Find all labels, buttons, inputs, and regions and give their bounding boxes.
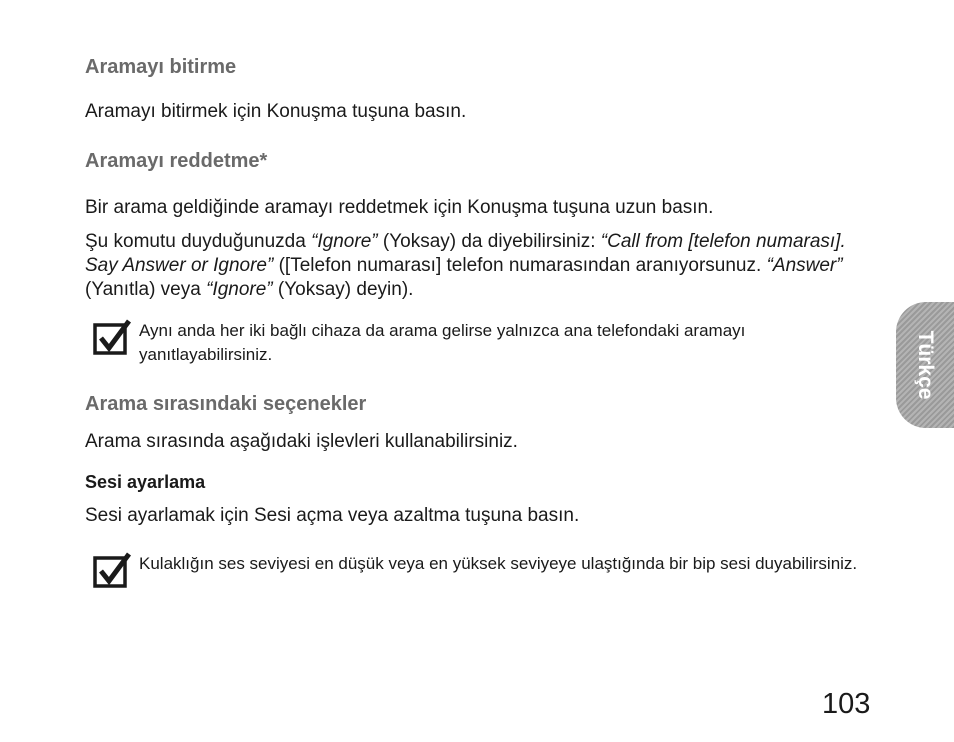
reject-call-text: Bir arama geldiğinde aramayı reddetmek için Konuşma tuşuna uzun basın.	[85, 197, 714, 218]
subheading-volume: Sesi ayarlama	[85, 472, 206, 492]
heading-reject-call: Aramayı reddetme*	[85, 150, 268, 172]
heading-end-call: Aramayı bitirme	[85, 56, 237, 78]
end-call-text: Aramayı bitirmek için Konuşma tuşuna basın.	[85, 101, 467, 122]
note-volume	[93, 552, 859, 588]
language-side-tab	[896, 302, 954, 428]
heading-call-options: Arama sırasındaki seçenekler	[85, 393, 367, 415]
reject-call-command-text: Şu komutu duyduğunuzda “Ignore” (Yoksay) da diyebilirsiniz: “Call from [telefon numarası]. Say Answer or Ignore” ([Telefon numarası] telefon numarasından aranıyorsunuz. “Answer” (Yanıtla) veya “Ignore” (Yoksay) deyin).	[85, 231, 846, 300]
page-number: 103	[822, 688, 871, 720]
call-options-text: Arama sırasında aşağıdaki işlevleri kullanabilirsiniz.	[85, 431, 518, 452]
note-text: Aynı anda her iki bağlı cihaza da arama gelirse yalnızca ana telefondaki aramayı yanıtlayabilirsiniz.	[139, 321, 746, 364]
volume-text: Sesi ayarlamak için Sesi açma veya azaltma tuşuna basın.	[85, 505, 580, 526]
note-text: Kulaklığın ses seviyesi en düşük veya en yüksek seviyeye ulaştığında bir bip sesi duyabilirsiniz.	[139, 554, 858, 573]
checkbox-check-icon	[93, 552, 133, 588]
checkbox-check-icon	[93, 319, 133, 355]
language-label: Türkçe	[914, 330, 937, 400]
note-reject-call	[93, 319, 859, 367]
